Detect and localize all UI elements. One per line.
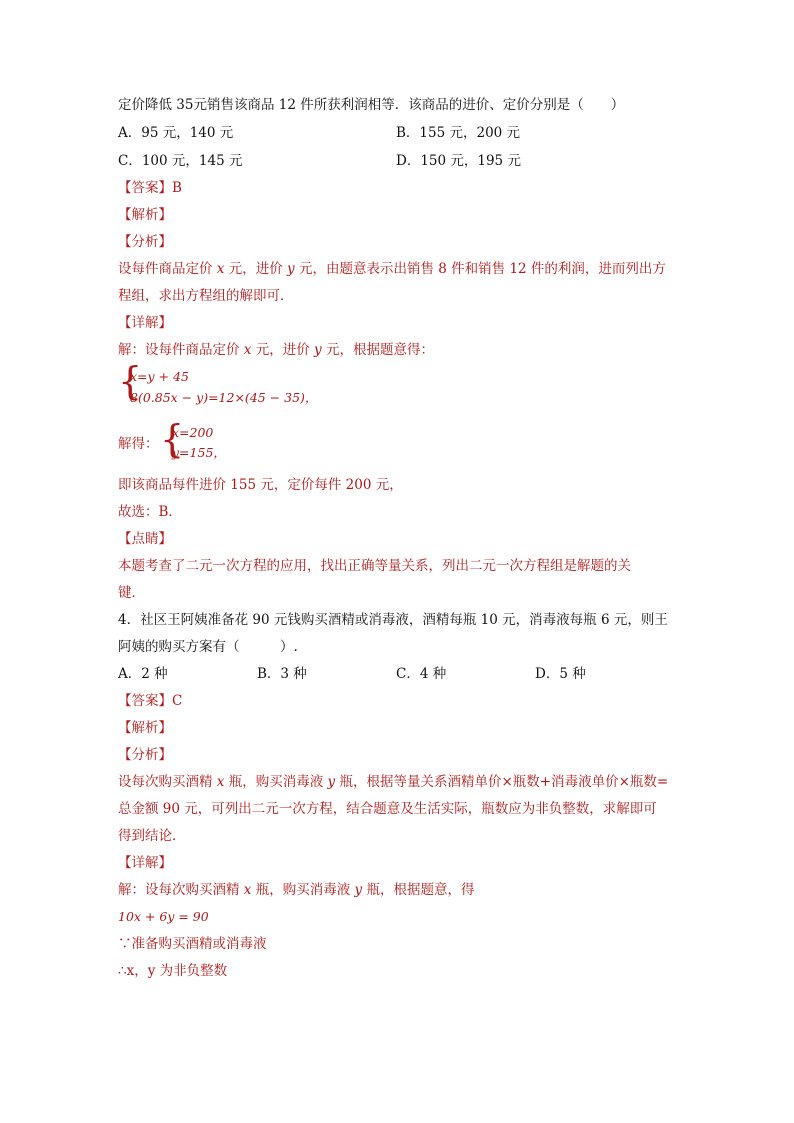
q4-fenxi-line-1: 设每次购买酒精 x 瓶，购买消毒液 y 瓶，根据等量关系酒精单价×瓶数+消毒液单价×瓶数= <box>118 774 669 790</box>
q3-option-d: D．150 元，195 元 <box>396 153 521 169</box>
solution-line-2: y=155， <box>172 445 226 460</box>
q3-analysis-tag: 【解析】 <box>118 207 172 223</box>
q3-fenxi-tag: 【分析】 <box>118 234 172 250</box>
q4-analysis-tag: 【解析】 <box>118 720 172 736</box>
q3-detail-intro: 解：设每件商品定价 x 元，进价 y 元，根据题意得： <box>118 342 434 358</box>
q3-option-c: C．100 元，145 元 <box>118 153 243 169</box>
q3-review-tag: 【点睛】 <box>118 531 172 547</box>
q4-fenxi-line-2: 总金额 90 元，可列出二元一次方程，结合题意及生活实际，瓶数应为非负整数，求解即可 <box>118 801 657 817</box>
q3-answer <box>118 178 182 198</box>
q4-therefore: ∴x，y 为非负整数 <box>118 963 228 979</box>
q4-stem-line-1: 4．社区王阿姨准备花 90 元钱购买酒精或消毒液，酒精每瓶 10 元，消毒液每瓶 6 元，则王 <box>118 612 668 628</box>
q3-fenxi-line-1: 设每件商品定价 x 元，进价 y 元，由题意表示出销售 8 件和销售 12 件的利润，进而列出方 <box>118 261 666 277</box>
q4-stem-line-2: 阿姨的购买方案有（ ）. <box>118 639 298 655</box>
answer-value: C <box>172 693 183 709</box>
system-brace: { <box>118 359 143 403</box>
q4-option-b: B．3 种 <box>257 666 307 682</box>
q3-solve-prefix: 解得： <box>118 436 159 452</box>
answer-value: B <box>172 180 182 196</box>
q3-fenxi-line-2: 程组，求出方程组的解即可． <box>118 288 294 304</box>
q4-detail-tag: 【详解】 <box>118 855 172 871</box>
q3-option-a: A．95 元，140 元 <box>118 125 234 141</box>
q4-because: ∵准备购买酒精或消毒液 <box>118 936 267 952</box>
q4-fenxi-line-3: 得到结论． <box>118 828 186 844</box>
q3-review-line-2: 键． <box>118 585 145 601</box>
q3-stem: 定价降低 35元销售该商品 12 件所获利润相等．该商品的进价、定价分别是（ ） <box>118 97 625 113</box>
var-y: y <box>287 261 295 277</box>
q3-detail-tag: 【详解】 <box>118 315 172 331</box>
q4-option-d: D．5 种 <box>535 666 586 682</box>
system-line-2: 8(0.85x − y)=12×(45 − 35)， <box>130 390 318 405</box>
q4-equation: 10x + 6y = 90 <box>118 909 209 924</box>
q3-review-line-1: 本题考查了二元一次方程的应用，找出正确等量关系，列出二元一次方程组是解题的关 <box>118 558 631 574</box>
var-x: x <box>216 261 225 277</box>
q4-detail-intro: 解：设每次购买酒精 x 瓶，购买消毒液 y 瓶，根据题意，得 <box>118 882 475 898</box>
solution-line-1: x=200 <box>172 425 214 440</box>
answer-tag: 【答案】 <box>118 693 172 709</box>
q4-option-c: C．4 种 <box>396 666 447 682</box>
solution-brace: { <box>160 417 185 461</box>
q4-fenxi-tag: 【分析】 <box>118 747 172 763</box>
system-line-1: x=y + 45 <box>130 369 189 384</box>
answer-tag: 【答案】 <box>118 180 172 196</box>
q3-option-b: B．155 元，200 元 <box>396 125 521 141</box>
q4-answer <box>118 691 182 711</box>
q4-option-a: A．2 种 <box>118 666 168 682</box>
q3-conclusion: 即该商品每件进价 155 元，定价每件 200 元， <box>118 477 403 493</box>
q3-choice: 故选：B． <box>118 504 182 520</box>
